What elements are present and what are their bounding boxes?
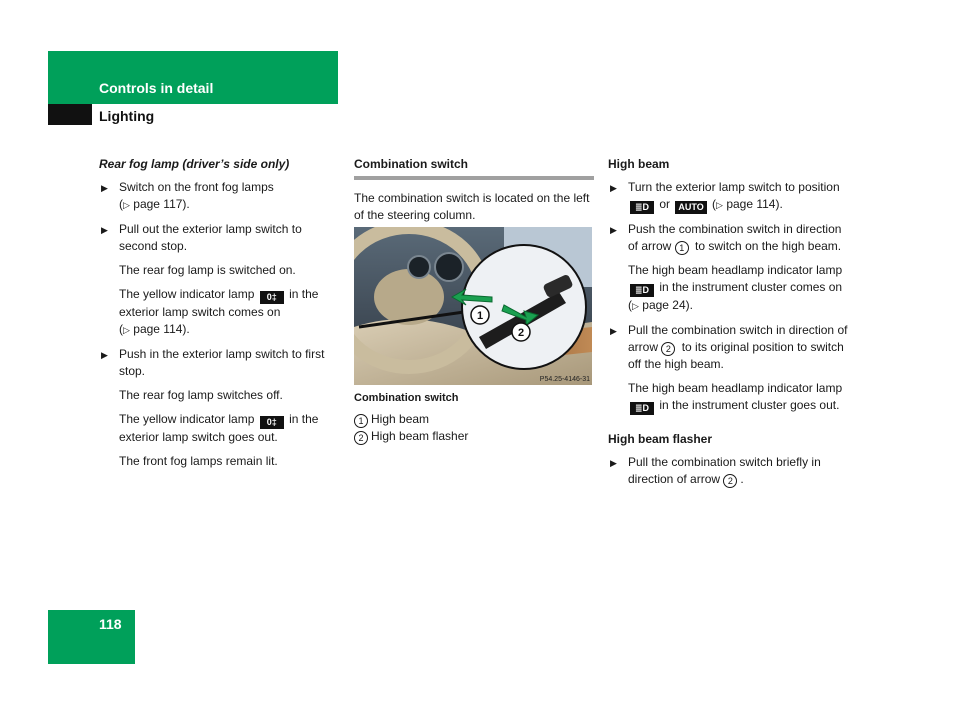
instruction-step: ▶ Switch on the front fog lamps (▷ page 117). (101, 180, 274, 211)
result-text: The yellow indicator lamp 0‡ in the exterior lamp switch goes out. (119, 412, 319, 444)
high-beam-indicator-icon: ≣D (630, 402, 654, 415)
bullet-triangle-icon: ▶ (610, 458, 617, 468)
bullet-triangle-icon: ▶ (101, 183, 108, 193)
bullet-triangle-icon: ▶ (610, 183, 617, 193)
photo-code: P54.25-4146-31 (539, 376, 590, 383)
rear-fog-heading: Rear fog lamp (driver’s side only) (99, 157, 290, 171)
svg-text:2: 2 (517, 327, 525, 339)
subsection-title: Lighting (99, 108, 155, 124)
arrow-number-icon: 2 (661, 342, 675, 356)
arrow-number-icon: 1 (675, 241, 689, 255)
page-ref-icon: ▷ (123, 325, 130, 335)
header-marker (48, 104, 92, 125)
instruction-step: ▶ Push in the exterior lamp switch to first stop. (101, 347, 325, 378)
combination-switch-photo (354, 227, 592, 385)
high-beam-heading: High beam (608, 157, 670, 171)
auto-lamp-icon: AUTO (675, 201, 706, 214)
svg-text:1: 1 (476, 310, 484, 322)
section-title: Controls in detail (99, 80, 214, 96)
page-ref-icon: ▷ (632, 301, 639, 311)
page-ref-icon: ▷ (123, 200, 130, 210)
page-ref-icon: ▷ (716, 200, 723, 210)
combination-switch-heading: Combination switch (354, 156, 594, 180)
photo-caption: Combination switch (354, 392, 459, 404)
high-beam-flasher-heading: High beam flasher (608, 432, 713, 446)
result-text: The yellow indicator lamp 0‡ in the exterior lamp switch comes on (▷ page 114). (119, 287, 319, 336)
column-high-beam (608, 156, 848, 495)
legend-item: 1 High beam (354, 411, 468, 428)
headlamp-icon: ≣D (630, 201, 654, 214)
legend-item: 2 High beam flasher (354, 428, 468, 445)
bullet-triangle-icon: ▶ (101, 225, 108, 235)
arrow-number-icon: 2 (723, 474, 737, 488)
result-text: The rear fog lamp switches off. (119, 388, 283, 402)
high-beam-indicator-icon: ≣D (630, 284, 654, 297)
column-combination-switch (354, 156, 594, 231)
result-text: The rear fog lamp is switched on. (119, 263, 296, 277)
rear-fog-indicator-icon: 0‡ (260, 291, 284, 304)
instruction-step: ▶ Pull the combination switch in direction of arrow 2 to its original position to switch off the high beam. (610, 323, 848, 371)
photo-legend (354, 411, 468, 445)
bullet-triangle-icon: ▶ (101, 350, 108, 360)
rear-fog-indicator-icon: 0‡ (260, 416, 284, 429)
bullet-triangle-icon: ▶ (610, 326, 617, 336)
result-text: The front fog lamps remain lit. (119, 454, 278, 468)
result-text: The high beam headlamp indicator lamp ≣D in the instrument cluster comes on (▷ page 24). (628, 263, 843, 312)
bullet-triangle-icon: ▶ (610, 225, 617, 235)
instruction-step: ▶ Push the combination switch in direction of arrow 1 to switch on the high beam. (610, 222, 842, 253)
header-band (48, 51, 338, 104)
page-number: 118 (99, 616, 122, 632)
result-text: The high beam headlamp indicator lamp ≣D in the instrument cluster goes out. (628, 381, 843, 413)
instruction-step: ▶ Pull out the exterior lamp switch to second stop. (101, 222, 302, 253)
column-rear-fog-lamp (99, 156, 339, 477)
instruction-step: ▶ Turn the exterior lamp switch to position ≣D or AUTO (▷ page 114). (610, 180, 840, 212)
intro-text: The combination switch is located on the left of the steering column. (354, 191, 590, 222)
instruction-step: ▶ Pull the combination switch briefly in direction of arrow 2 . (610, 455, 821, 486)
